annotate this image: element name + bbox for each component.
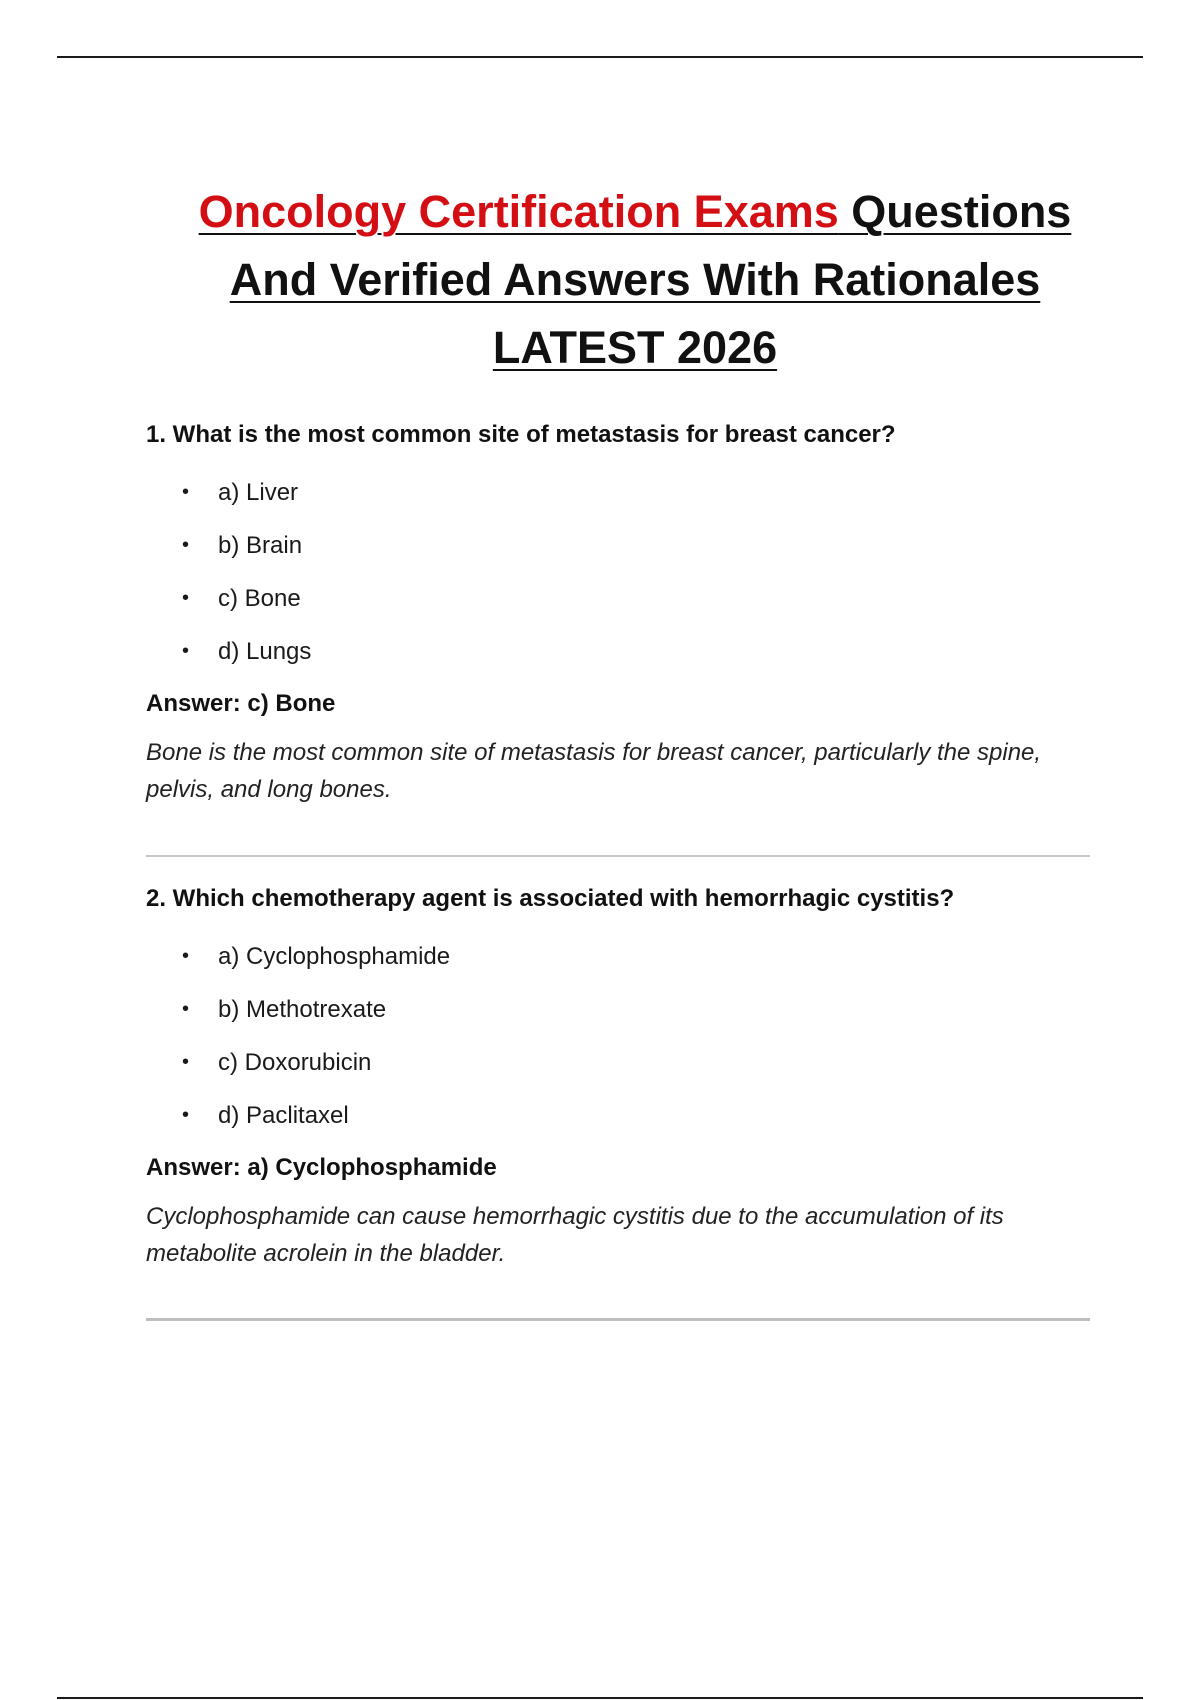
option-d: [146, 625, 1090, 678]
title-line-2-text: And Verified Answers With Rationales: [229, 254, 1041, 306]
title-line-1-rest: Questions: [838, 186, 1072, 238]
bullet-icon: •: [182, 640, 190, 662]
page-bottom-rule: [57, 1697, 1143, 1699]
bullet-icon: •: [182, 481, 190, 503]
option-label: c) Bone: [218, 585, 301, 612]
bullet-icon: •: [182, 534, 190, 556]
option-label: a) Cyclophosphamide: [218, 943, 451, 970]
title-line-3: [150, 314, 1120, 382]
document-title: [150, 178, 1120, 382]
option-a: [146, 930, 1090, 983]
option-label: d) Paclitaxel: [218, 1102, 349, 1129]
page-top-rule: [57, 56, 1143, 58]
answer-text: Answer: c) Bone: [146, 690, 336, 717]
answer-text: Answer: a) Cyclophosphamide: [146, 1154, 497, 1181]
option-label: b) Brain: [218, 532, 303, 559]
option-d: [146, 1089, 1090, 1142]
title-line-2: [150, 246, 1120, 314]
option-list: [146, 466, 1090, 678]
option-b: [146, 519, 1090, 572]
option-label: a) Liver: [218, 479, 299, 506]
section-divider: [146, 1318, 1090, 1321]
bullet-icon: •: [182, 945, 190, 967]
option-label: b) Methotrexate: [218, 996, 387, 1023]
question-2: [146, 882, 1090, 1272]
question-1: [146, 418, 1090, 808]
bullet-icon: •: [182, 1104, 190, 1126]
option-label: c) Doxorubicin: [218, 1049, 372, 1076]
question-text: 1. What is the most common site of metastasis for breast cancer?: [146, 421, 896, 448]
title-highlight: Oncology Certification Exams: [198, 186, 839, 238]
rationale-text: Bone is the most common site of metastasis for breast cancer, particularly the spine, pelvis, and long bones.: [146, 739, 1042, 803]
bullet-icon: •: [182, 587, 190, 609]
bullet-icon: •: [182, 1051, 190, 1073]
title-line-1: [150, 178, 1120, 246]
section-divider: [146, 855, 1090, 857]
bullet-icon: •: [182, 998, 190, 1020]
rationale-text: Cyclophosphamide can cause hemorrhagic cystitis due to the accumulation of its metabolite acrolein in the bladder.: [146, 1203, 1004, 1267]
option-list: [146, 930, 1090, 1142]
option-c: [146, 1036, 1090, 1089]
question-text: 2. Which chemotherapy agent is associated with hemorrhagic cystitis?: [146, 885, 955, 912]
option-b: [146, 983, 1090, 1036]
option-label: d) Lungs: [218, 638, 312, 665]
title-line-3-text: LATEST 2026: [492, 322, 778, 374]
option-a: [146, 466, 1090, 519]
option-c: [146, 572, 1090, 625]
